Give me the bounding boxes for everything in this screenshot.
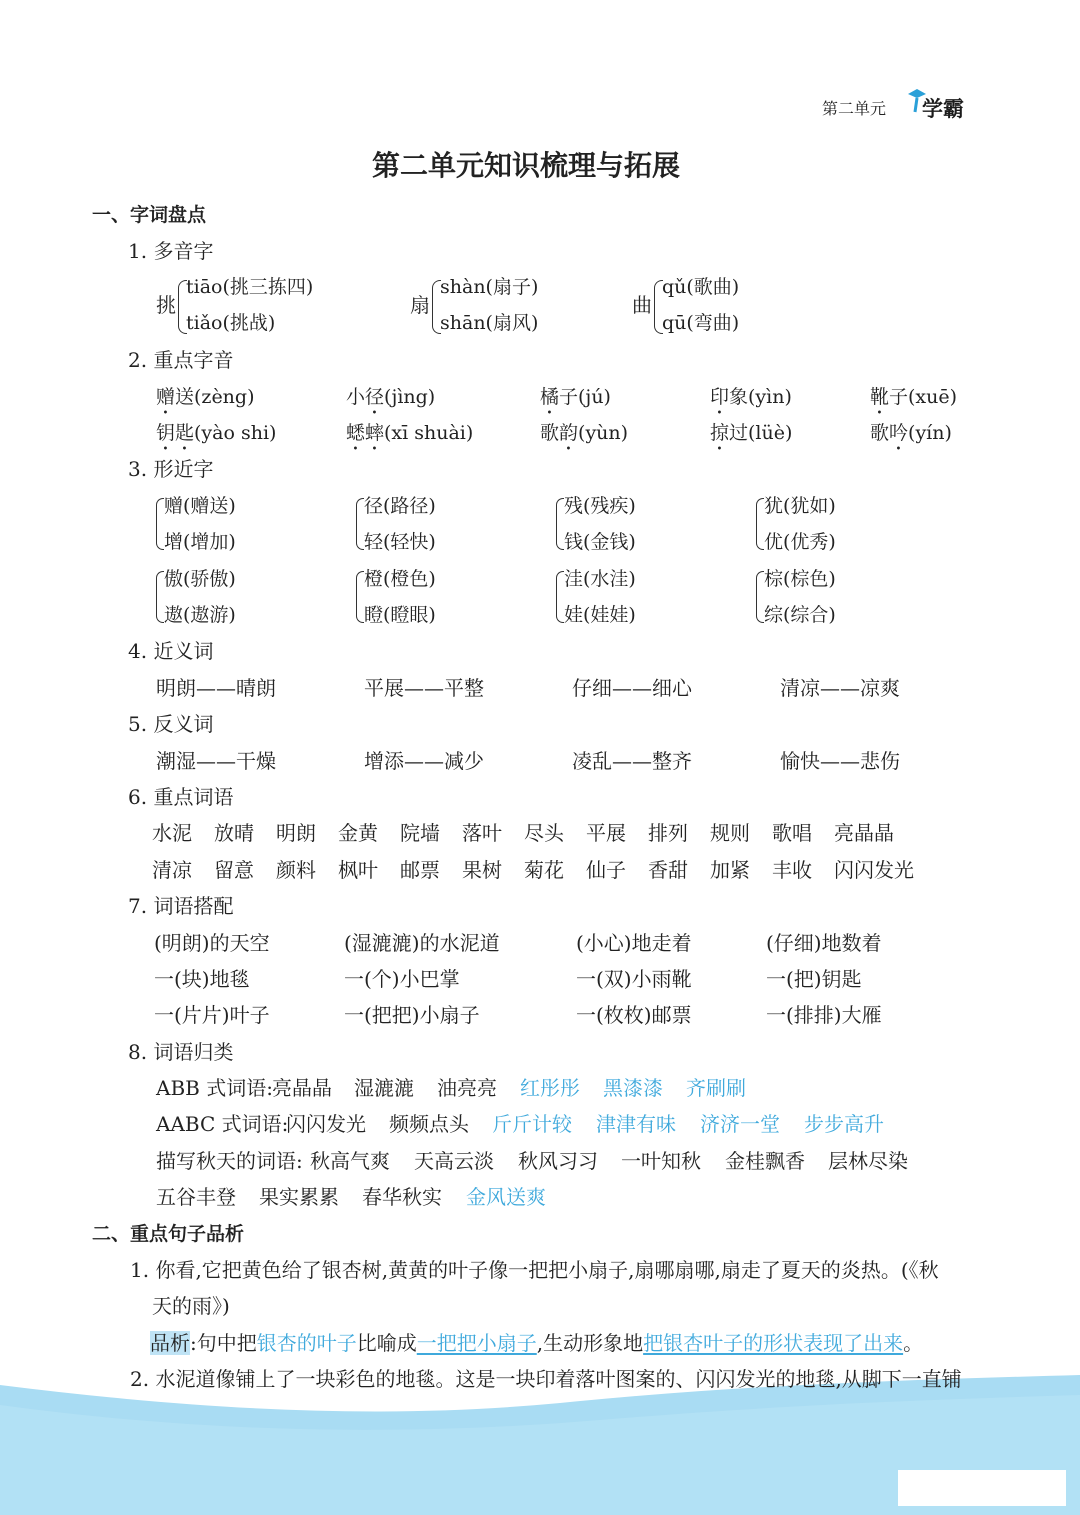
- collocation: 一(枚枚)邮票: [576, 1003, 692, 1027]
- item-rest: (xī shuài): [384, 422, 474, 444]
- key-word: 金黄: [338, 821, 378, 845]
- similar-char: 综(综合): [764, 604, 836, 626]
- brand-logo-text: 学霸: [922, 97, 964, 121]
- item-rest: 小: [346, 386, 366, 408]
- brace: [556, 498, 564, 550]
- similar-char: 径(路径): [364, 495, 436, 517]
- brace: [756, 498, 764, 550]
- key-word: 颜料: [276, 858, 316, 882]
- pronunciation-item: [540, 420, 628, 455]
- subsection-label-4: 4. 近义词: [128, 639, 214, 663]
- pronunciation-item: [540, 384, 611, 419]
- category-word: 五谷丰登: [156, 1185, 236, 1209]
- pronunciation-item: [346, 384, 435, 419]
- collocation: 一(个)小巴掌: [344, 967, 460, 991]
- dotted-char: 径: [365, 386, 385, 408]
- dotted-char: 吟: [889, 422, 909, 444]
- pronunciation-item: [870, 384, 957, 419]
- pronunciation-item: [156, 420, 276, 455]
- collocation: (明朗)的天空: [154, 931, 270, 955]
- key-word: 闪闪发光: [834, 858, 914, 882]
- category-word: 秋风习习: [518, 1149, 598, 1173]
- synonym-pair: 仔细——细心: [572, 676, 692, 700]
- extended-word: 斤斤计较: [492, 1112, 572, 1136]
- synonym-pair: 清凉——凉爽: [780, 676, 900, 700]
- analysis-text: 比喻成: [356, 1331, 417, 1355]
- aabc-label: AABC 式词语:: [156, 1112, 289, 1136]
- category-word: 湿漉漉: [354, 1076, 414, 1100]
- similar-char: 傲(骄傲): [164, 568, 236, 590]
- subsection-label-6: 6. 重点词语: [128, 785, 234, 809]
- antonym-pair: 潮湿——干燥: [156, 749, 276, 773]
- item-rest: 子(xuē): [889, 386, 958, 408]
- key-word: 歌唱: [772, 821, 812, 845]
- abb-label: ABB 式词语:: [156, 1076, 273, 1100]
- section-heading-2: 二、重点句子品析: [92, 1223, 245, 1245]
- category-word: 亮晶晶: [272, 1076, 332, 1100]
- dotted-char: 韵: [559, 422, 579, 444]
- corner-blank-box: [898, 1470, 1066, 1506]
- polyphone-char-1: 挑: [156, 293, 176, 317]
- subsection-label-8: 8. 词语归类: [128, 1040, 234, 1064]
- item-rest: 歌: [870, 422, 890, 444]
- key-word: 明朗: [276, 821, 316, 845]
- dotted-char: 橘: [540, 386, 560, 408]
- category-word: 秋高气爽: [310, 1149, 390, 1173]
- key-word: 香甜: [648, 858, 688, 882]
- dotted-char: 钥匙: [156, 422, 195, 444]
- brace: [556, 571, 564, 623]
- collocation: 一(片片)叶子: [154, 1003, 270, 1027]
- pronunciation-item: [710, 420, 792, 455]
- antonym-pair: 愉快——悲伤: [780, 749, 900, 773]
- category-word: 油亮亮: [437, 1076, 497, 1100]
- similar-char: 遨(遨游): [164, 604, 236, 626]
- key-word: 规则: [710, 821, 750, 845]
- similar-char: 洼(水洼): [564, 568, 636, 590]
- dotted-char: 靴: [870, 386, 890, 408]
- antonym-pair: 增添——减少: [364, 749, 484, 773]
- category-word: 频频点头: [389, 1112, 469, 1136]
- dotted-char: 印: [710, 386, 730, 408]
- analysis-text: :句中把: [190, 1331, 257, 1355]
- similar-char: 橙(橙色): [364, 568, 436, 590]
- item-rest: 送(zèng): [175, 386, 255, 408]
- subsection-label-5: 5. 反义词: [128, 712, 214, 736]
- collocation: (小心)地走着: [576, 931, 692, 955]
- key-word: 加紧: [710, 858, 750, 882]
- collocation: (仔细)地数着: [766, 931, 882, 955]
- key-word: 菊花: [524, 858, 564, 882]
- brace: [356, 498, 364, 550]
- polyphone-reading: tiǎo(挑战): [186, 312, 276, 334]
- key-word: 尽头: [524, 821, 564, 845]
- brace: [156, 571, 164, 623]
- analysis-keyword: 把银杏叶子的形状表现了出来: [643, 1331, 904, 1355]
- subsection-label-2: 2. 重点字音: [128, 348, 234, 372]
- extended-word: 齐刷刷: [686, 1076, 746, 1100]
- pronunciation-item: [156, 384, 255, 419]
- similar-char: 轻(轻快): [364, 531, 436, 553]
- analysis-label: 品析: [150, 1331, 190, 1355]
- autumn-label: 描写秋天的词语:: [156, 1149, 303, 1173]
- key-word: 水泥: [152, 821, 192, 845]
- key-word: 平展: [586, 821, 626, 845]
- brace: [756, 571, 764, 623]
- key-word: 邮票: [400, 858, 440, 882]
- pronunciation-item: [870, 420, 952, 455]
- collocation: 一(把把)小扇子: [344, 1003, 480, 1027]
- key-word: 院墙: [400, 821, 440, 845]
- extended-word: 黑漆漆: [603, 1076, 663, 1100]
- category-word: 金桂飘香: [725, 1149, 805, 1173]
- collocation: 一(排排)大雁: [766, 1003, 882, 1027]
- item-rest: 歌: [540, 422, 560, 444]
- pronunciation-item: [346, 420, 473, 455]
- similar-char: 犹(犹如): [764, 495, 836, 517]
- section-heading-1: 一、字词盘点: [92, 204, 207, 226]
- similar-char: 娃(娃娃): [564, 604, 636, 626]
- sentence-2-line-1: 2. 水泥道像铺上了一块彩色的地毯。这是一块印着落叶图案的、闪闪发光的地毯,从脚下一直铺: [130, 1367, 962, 1391]
- polyphone-char-3: 曲: [632, 293, 652, 317]
- sentence-1-line-1: 1. 你看,它把黄色给了银杏树,黄黄的叶子像一把把小扇子,扇哪扇哪,扇走了夏天的炎热。(《秋: [130, 1258, 939, 1282]
- polyphone-reading: shàn(扇子): [440, 276, 539, 298]
- key-word: 枫叶: [338, 858, 378, 882]
- item-rest: (yùn): [578, 422, 629, 444]
- unit-label: 第二单元: [822, 99, 887, 118]
- key-word: 落叶: [462, 821, 502, 845]
- analysis-text: 。: [903, 1331, 924, 1355]
- key-word: 留意: [214, 858, 254, 882]
- category-word: 闪闪发光: [286, 1112, 366, 1136]
- dotted-char: 赠: [156, 386, 176, 408]
- polyphone-reading: shān(扇风): [440, 312, 539, 334]
- similar-char: 残(残疾): [564, 495, 636, 517]
- category-word: 一叶知秋: [621, 1149, 701, 1173]
- category-word: 层林尽染: [828, 1149, 908, 1173]
- extended-word: 济济一堂: [700, 1112, 780, 1136]
- similar-char: 赠(赠送): [164, 495, 236, 517]
- analysis-keyword: 银杏的叶子: [256, 1331, 357, 1355]
- polyphone-reading: tiāo(挑三拣四): [186, 276, 314, 298]
- key-word: 排列: [648, 821, 688, 845]
- pronunciation-item: [710, 384, 792, 419]
- collocation: 一(双)小雨靴: [576, 967, 692, 991]
- page-title: 第二单元知识梳理与拓展: [372, 149, 681, 182]
- item-rest: (yín): [908, 422, 952, 444]
- extended-word: 津津有味: [596, 1112, 676, 1136]
- extended-word: 步步高升: [804, 1112, 884, 1136]
- key-word: 放晴: [214, 821, 254, 845]
- key-word: 清凉: [152, 858, 192, 882]
- brace: [156, 498, 164, 550]
- analysis-line: [150, 1330, 923, 1356]
- item-rest: 子(jú): [559, 386, 611, 408]
- polyphone-char-2: 扇: [410, 293, 430, 317]
- subsection-label-3: 3. 形近字: [128, 457, 214, 481]
- collocation: (湿漉漉)的水泥道: [344, 931, 500, 955]
- subsection-label-7: 7. 词语搭配: [128, 894, 234, 918]
- polyphone-reading: qǔ(歌曲): [662, 276, 740, 298]
- analysis-keyword: 一把把小扇子: [416, 1331, 537, 1355]
- synonym-pair: 平展——平整: [364, 676, 484, 700]
- collocation: 一(把)钥匙: [766, 967, 862, 991]
- key-word: 果树: [462, 858, 502, 882]
- category-word: 春华秋实: [362, 1185, 442, 1209]
- similar-char: 瞪(瞪眼): [364, 604, 436, 626]
- item-rest: 象(yìn): [729, 386, 792, 408]
- item-rest: 过(lüè): [729, 422, 793, 444]
- antonym-pair: 凌乱——整齐: [572, 749, 692, 773]
- extended-word: 红彤彤: [520, 1076, 580, 1100]
- dotted-char: 掠: [710, 422, 730, 444]
- item-rest: (yào shi): [194, 422, 277, 444]
- brace: [356, 571, 364, 623]
- collocation: 一(块)地毯: [154, 967, 250, 991]
- subsection-label-1: 1. 多音字: [128, 239, 214, 263]
- analysis-text: ,生动形象地: [536, 1331, 644, 1355]
- similar-char: 增(增加): [164, 531, 236, 553]
- key-word: 仙子: [586, 858, 626, 882]
- category-word: 天高云淡: [414, 1149, 494, 1173]
- item-rest: (jìng): [384, 386, 436, 408]
- similar-char: 优(优秀): [764, 531, 836, 553]
- similar-char: 钱(金钱): [564, 531, 636, 553]
- polyphone-reading: qū(弯曲): [662, 312, 740, 334]
- similar-char: 棕(棕色): [764, 568, 836, 590]
- key-word: 亮晶晶: [834, 821, 894, 845]
- extended-word: 金风送爽: [466, 1185, 546, 1209]
- key-word: 丰收: [772, 858, 812, 882]
- sentence-1-line-2: 天的雨》): [152, 1294, 230, 1318]
- synonym-pair: 明朗——晴朗: [156, 676, 276, 700]
- category-word: 果实累累: [259, 1185, 339, 1209]
- dotted-char: 蟋蟀: [346, 422, 385, 444]
